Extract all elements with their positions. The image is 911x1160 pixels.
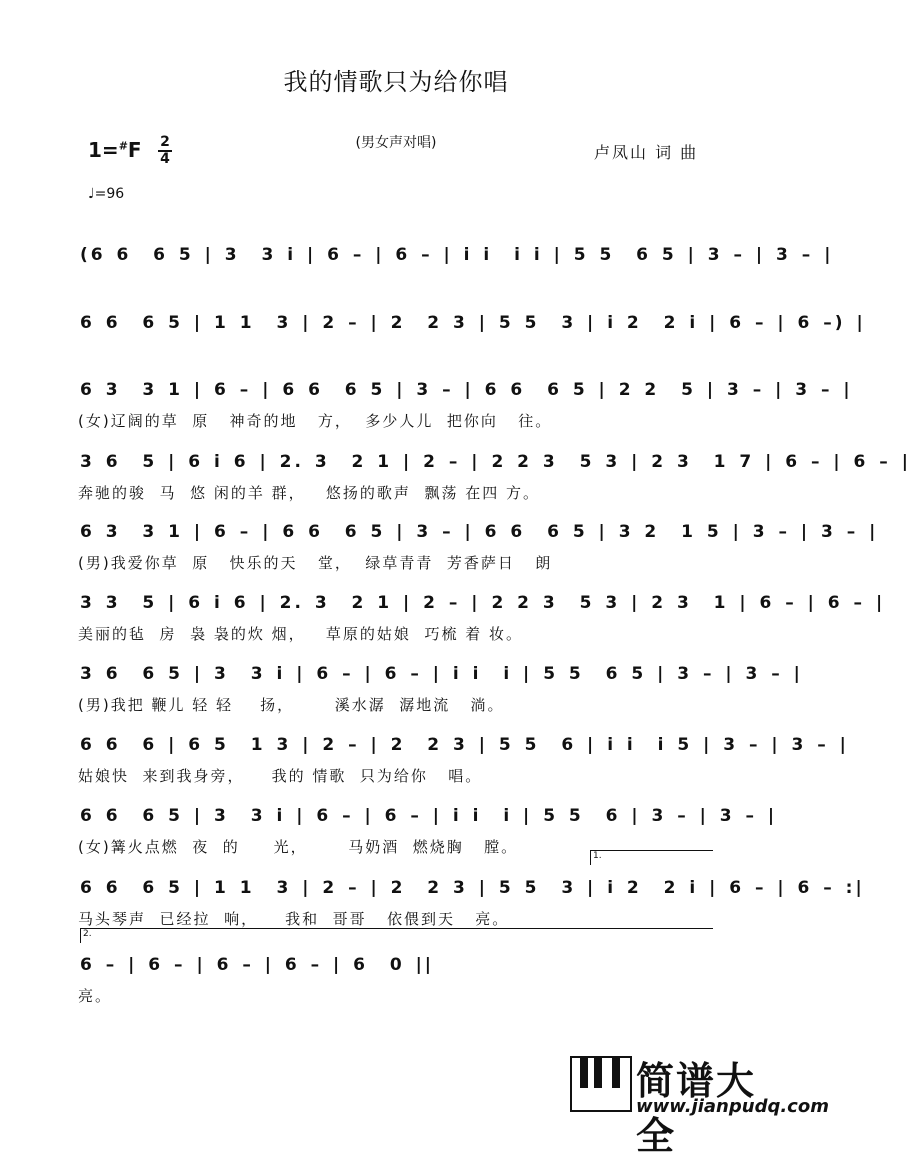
- page-title: 我的情歌只为给你唱: [283, 68, 509, 96]
- notation-line: 6 6 6 5 | 1 1 3 | 2 – | 2 2 3 | 5 5 3 | i 2 2 i | 6 – | 6 – :|: [80, 878, 865, 898]
- site-logo: [570, 1048, 829, 1158]
- lyric-line: (男)我爱你草 原 快乐的天 堂， 绿草青青 芳香萨日 朗: [78, 554, 553, 572]
- lyric-line: 奔驰的骏 马 悠 闲的羊 群， 悠扬的歌声 飘荡 在四 方。: [78, 484, 540, 502]
- notation-line: 6 6 6 5 | 1 1 3 | 2 – | 2 2 3 | 5 5 3 | i 2 2 i | 6 – | 6 –) |: [80, 313, 866, 333]
- notation-line: 3 6 6 5 | 3 3 i | 6 – | 6 – | i i i | 5 5 6 5 | 3 – | 3 – |: [80, 664, 803, 684]
- logo-url: www.jianpudq.com: [636, 1096, 829, 1117]
- logo-brand: 简谱大全: [636, 1059, 757, 1158]
- composer: 卢凤山 词 曲: [594, 143, 699, 162]
- lyric-line: 亮。: [78, 987, 113, 1005]
- notation-line: 3 6 5 | 6 i 6 | 2. 3 2 1 | 2 – | 2 2 3 5 3 | 2 3 1 7 | 6 – | 6 – |: [80, 452, 911, 472]
- time-signature: 2 4: [158, 135, 172, 167]
- lyric-line: 马头琴声 已经拉 响， 我和 哥哥 依偎到天 亮。: [78, 910, 510, 928]
- notation-line: (6 6 6 5 | 3 3 i | 6 – | 6 – | i i i i | 5 5 6 5 | 3 – | 3 – |: [80, 245, 834, 265]
- lyric-line: (女)篝火点燃 夜 的 光， 马奶酒 燃烧胸 膛。: [78, 838, 519, 856]
- lyric-line: (男)我把 鞭儿 轻 轻 扬， 溪水潺 潺地流 淌。: [78, 696, 505, 714]
- lyric-line: 美丽的毡 房 袅 袅的炊 烟， 草原的姑娘 巧梳 着 妆。: [78, 625, 523, 643]
- notation-line: 6 6 6 5 | 3 3 i | 6 – | 6 – | i i i | 5 5 6 | 3 – | 3 – |: [80, 806, 778, 826]
- volta-1: 1.: [590, 850, 713, 865]
- lyric-line: (女)辽阔的草 原 神奇的地 方， 多少人儿 把你向 往。: [78, 412, 553, 430]
- tempo-marking: ♩=96: [88, 186, 125, 202]
- notation-line: 6 6 6 | 6 5 1 3 | 2 – | 2 2 3 | 5 5 6 | i i i 5 | 3 – | 3 – |: [80, 735, 849, 755]
- key-signature: 1=#F: [88, 138, 142, 162]
- notation-line: 6 3 3 1 | 6 – | 6 6 6 5 | 3 – | 6 6 6 5 | 3 2 1 5 | 3 – | 3 – |: [80, 522, 879, 542]
- piano-keys-icon: [570, 1056, 632, 1112]
- notation-line: 3 3 5 | 6 i 6 | 2. 3 2 1 | 2 – | 2 2 3 5 3 | 2 3 1 | 6 – | 6 – |: [80, 593, 886, 613]
- volta-2: 2.: [80, 928, 713, 943]
- lyric-line: 姑娘快 来到我身旁， 我的 情歌 只为给你 唱。: [78, 767, 483, 785]
- notation-line: 6 – | 6 – | 6 – | 6 – | 6 0 ||: [80, 955, 435, 975]
- notation-line: 6 3 3 1 | 6 – | 6 6 6 5 | 3 – | 6 6 6 5 | 2 2 5 | 3 – | 3 – |: [80, 380, 853, 400]
- subtitle: (男女声对唱): [355, 135, 437, 151]
